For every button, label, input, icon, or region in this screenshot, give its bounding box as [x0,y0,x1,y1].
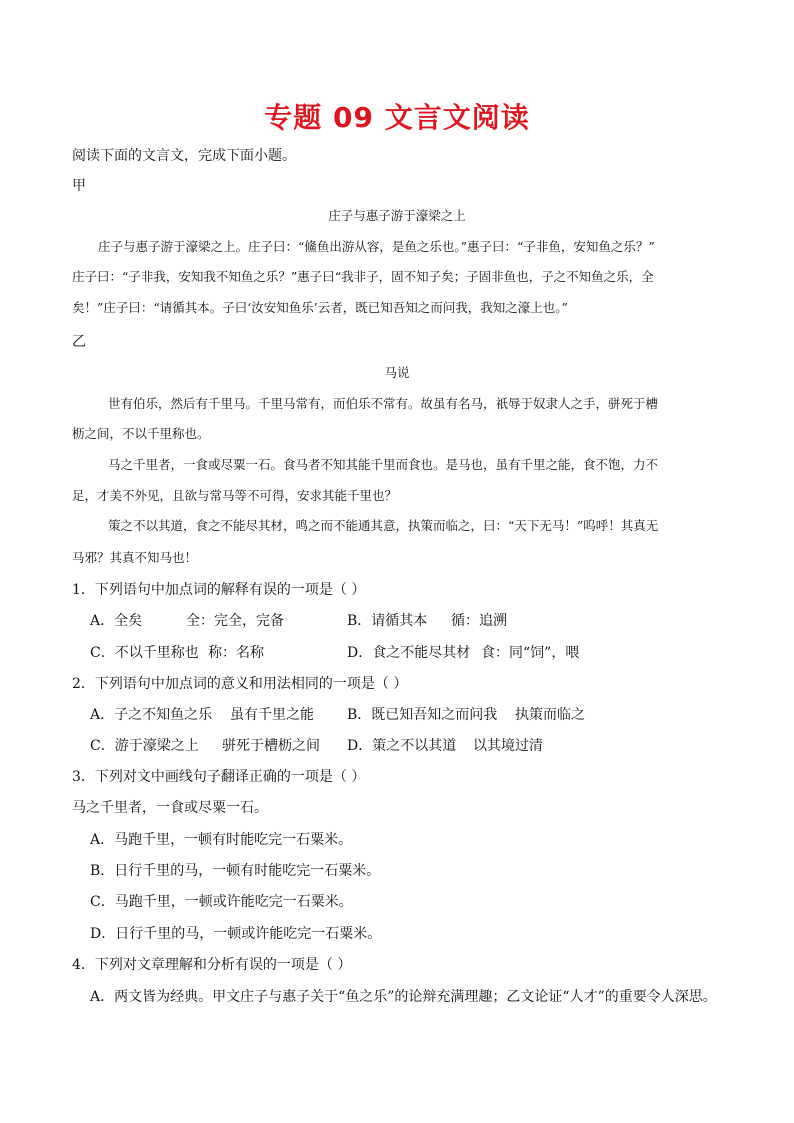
q3-option-c[interactable]: C．马跑千里，一顿或许能吃完一石粟米。 [90,894,353,910]
q2-option-c-text: C．游于濠梁之上 [90,738,199,754]
q1-option-c-text: C．不以千里称也 [90,645,199,661]
passage-b-heading: 马说 [384,365,410,380]
q1-option-a-text: A．全矣 [90,613,143,629]
passage-a-heading: 庄子与惠子游于濠梁之上 [328,208,466,223]
q1-option-b-text: B．请循其本 [347,613,428,629]
q2-option-b[interactable] [347,705,585,725]
q1-option-a[interactable] [90,611,284,631]
q3-option-d[interactable]: D．日行千里的马，一顿或许能吃完一石粟米。 [90,926,382,942]
question-1-stem: 1．下列语句中加点词的解释有误的一项是（ ） [72,582,366,598]
question-3-sentence: 马之千里者，一食或尽粟一石。 [72,800,268,816]
q1-option-a-gloss: 全：完全，完备 [186,613,284,629]
q1-option-c[interactable] [90,643,264,663]
q2-option-d-pair: 以其境过清 [473,738,543,754]
q2-option-a-text: A．子之不知鱼之乐 [90,707,213,723]
q2-option-d-text: D．策之不以其道 [347,738,457,754]
q2-option-a-pair: 虽有千里之能 [230,707,314,723]
q2-option-b-text: B．既已知吾知之而问我 [347,707,498,723]
passage-b-line: 策之不以其道，食之不能尽其材，鸣之而不能通其意，执策而临之，曰：“天下无马！”呜呼！其真无 [108,518,659,533]
q4-option-a[interactable]: A．两文皆为经典。甲文庄子与惠子关于“鱼之乐”的论辩充满理趣；乙文论证“人才”的重要令人深思。 [90,989,717,1005]
passage-b-line: 枥之间，不以千里称也。 [72,426,210,441]
q2-option-c-pair: 骈死于槽枥之间 [222,738,320,754]
passage-b-label: 乙 [72,334,86,350]
q1-option-b[interactable] [347,611,507,631]
page-title: 专题 09 文言文阅读 [264,101,530,134]
passage-a-line: 庄子曰：“子非我，安知我不知鱼之乐？”惠子曰“我非子，固不知子矣；子固非鱼也，子之不知鱼之乐，全 [72,269,654,284]
passage-a-line: 庄子与惠子游于濠梁之上。庄子曰：“鯈鱼出游从容，是鱼之乐也。”惠子曰：“子非鱼，安知鱼之乐？” [98,239,655,254]
q1-option-d-gloss: 食：同“饲”，喂 [481,645,580,661]
question-2-stem: 2．下列语句中加点词的意义和用法相同的一项是（ ） [72,676,408,692]
passage-b-line: 世有伯乐，然后有千里马。千里马常有，而伯乐不常有。故虽有名马，祇辱于奴隶人之手，骈死于槽 [108,396,659,411]
question-3-stem: 3．下列对文中画线句子翻译正确的一项是（ ） [72,769,366,785]
instruction-text: 阅读下面的文言文，完成下面小题。 [72,148,296,164]
passage-a-label: 甲 [72,178,86,194]
q1-option-d-text: D．食之不能尽其材 [347,645,471,661]
question-4-stem: 4．下列对文章理解和分析有误的一项是（ ） [72,957,352,973]
q2-option-a[interactable] [90,705,314,725]
q1-option-d[interactable] [347,643,579,663]
q2-option-c[interactable] [90,736,320,756]
passage-b-line: 足，才美不外见，且欲与常马等不可得，安求其能千里也？ [72,488,398,503]
q3-option-a[interactable]: A．马跑千里，一顿有时能吃完一石粟米。 [90,832,353,848]
q1-option-c-gloss: 称：名称 [208,645,264,661]
passage-b-line: 马之千里者，一食或尽粟一石。食马者不知其能千里而食也。是马也，虽有千里之能，食不饱，力不 [108,457,659,472]
q3-option-b[interactable]: B．日行千里的马，一顿有时能吃完一石粟米。 [90,863,381,879]
q2-option-b-pair: 执策而临之 [515,707,585,723]
passage-a-line: 矣！”庄子曰：“请循其本。子曰‘汝安知鱼乐’云者，既已知吾知之而问我，我知之濠上也。” [72,300,568,315]
q1-option-b-gloss: 循：追溯 [451,613,507,629]
passage-b-line: 马邪？其真不知马也！ [72,550,198,565]
q2-option-d[interactable] [347,736,543,756]
